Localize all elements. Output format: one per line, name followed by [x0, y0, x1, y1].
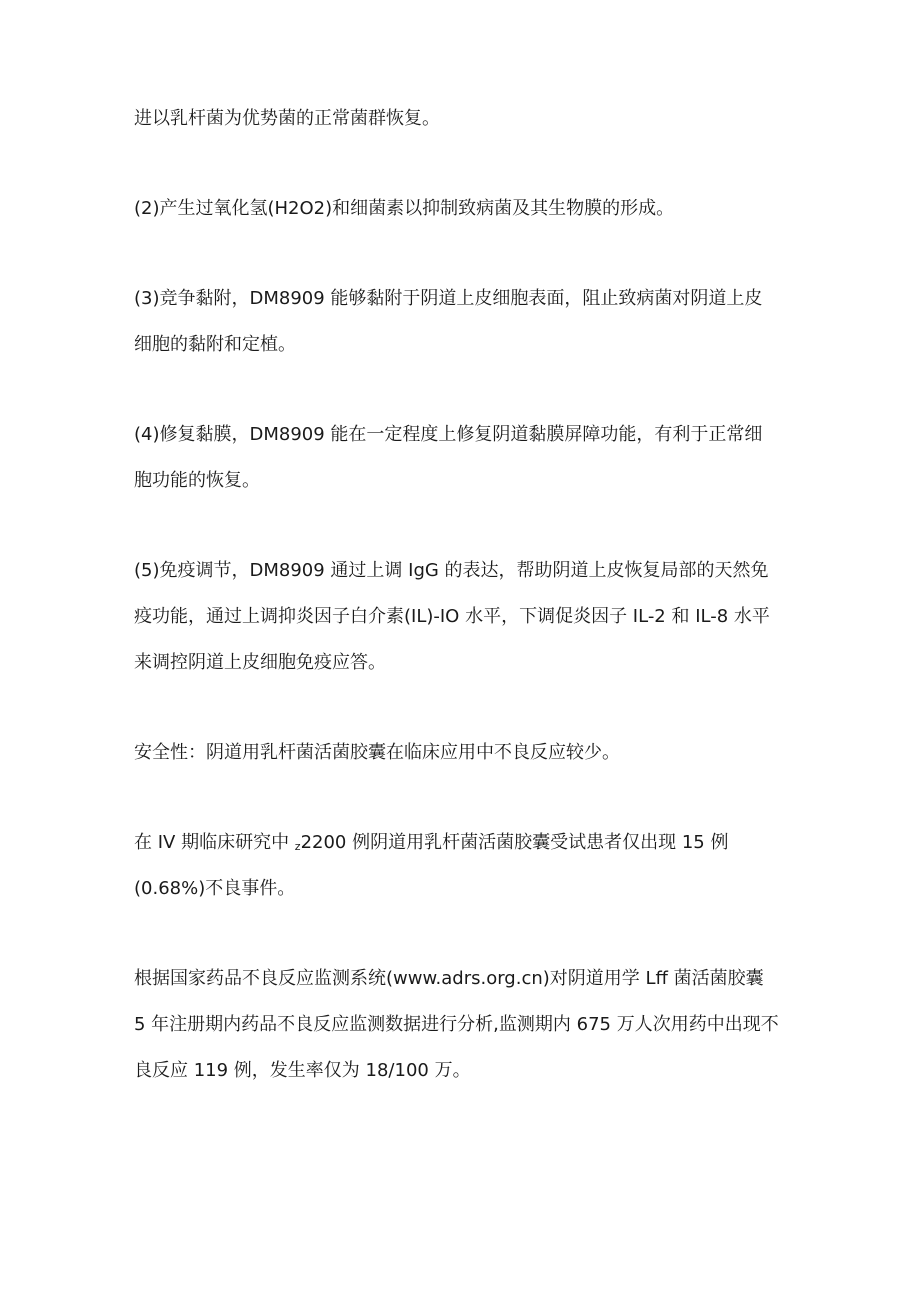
paragraph-mucosa-repair	[134, 412, 804, 504]
text-line: (0.68%)不良事件。	[134, 878, 296, 899]
paragraph-competitive-adhesion	[134, 276, 804, 368]
subscript-mark: z	[294, 840, 301, 853]
text-line: (2)产生过氧化氢(H2O2)和细菌素以抑制致病菌及其生物膜的形成。	[134, 198, 675, 219]
text-line: 疫功能，通过上调抑炎因子白介素(IL)-IO 水平，下调促炎因子 IL-2 和 IL-8 水平	[134, 606, 770, 627]
text-line	[134, 820, 804, 866]
text-segment: 2200 例阴道用乳杆菌活菌胶囊受试患者仅出现 15 例	[300, 832, 729, 853]
text-line: 细胞的黏附和定植。	[134, 334, 296, 355]
paragraph-immune-regulation	[134, 548, 804, 686]
text-line: 良反应 119 例，发生率仅为 18/100 万。	[134, 1060, 471, 1081]
paragraph-adverse-monitoring	[134, 956, 804, 1094]
paragraph-restoration	[134, 96, 804, 142]
text-line: (4)修复黏膜，DM8909 能在一定程度上修复阴道黏膜屏障功能，有利于正常细	[134, 424, 763, 445]
text-line: 来调控阴道上皮细胞免疫应答。	[134, 652, 386, 673]
text-segment: 在 IV 期临床研究中	[134, 832, 295, 853]
text-line: 5 年注册期内药品不良反应监测数据进行分析,监测期内 675 万人次用药中出现不	[134, 1014, 779, 1035]
text-line: 安全性：阴道用乳杆菌活菌胶囊在临床应用中不良反应较少。	[134, 742, 620, 763]
text-line: (3)竞争黏附，DM8909 能够黏附于阴道上皮细胞表面，阻止致病菌对阴道上皮	[134, 288, 763, 309]
text-line: 进以乳杆菌为优势菌的正常菌群恢复。	[134, 108, 440, 129]
paragraph-safety	[134, 730, 804, 776]
text-line: (5)免疫调节，DM8909 通过上调 IgG 的表达，帮助阴道上皮恢复局部的天然免	[134, 560, 769, 581]
paragraph-hydrogen-peroxide	[134, 186, 804, 232]
document-body	[134, 96, 804, 1138]
text-line: 胞功能的恢复。	[134, 470, 260, 491]
text-line: 根据国家药品不良反应监测系统(www.adrs.org.cn)对阴道用学 Lff 菌活菌胶囊	[134, 968, 764, 989]
paragraph-clinical-trial	[134, 820, 804, 912]
